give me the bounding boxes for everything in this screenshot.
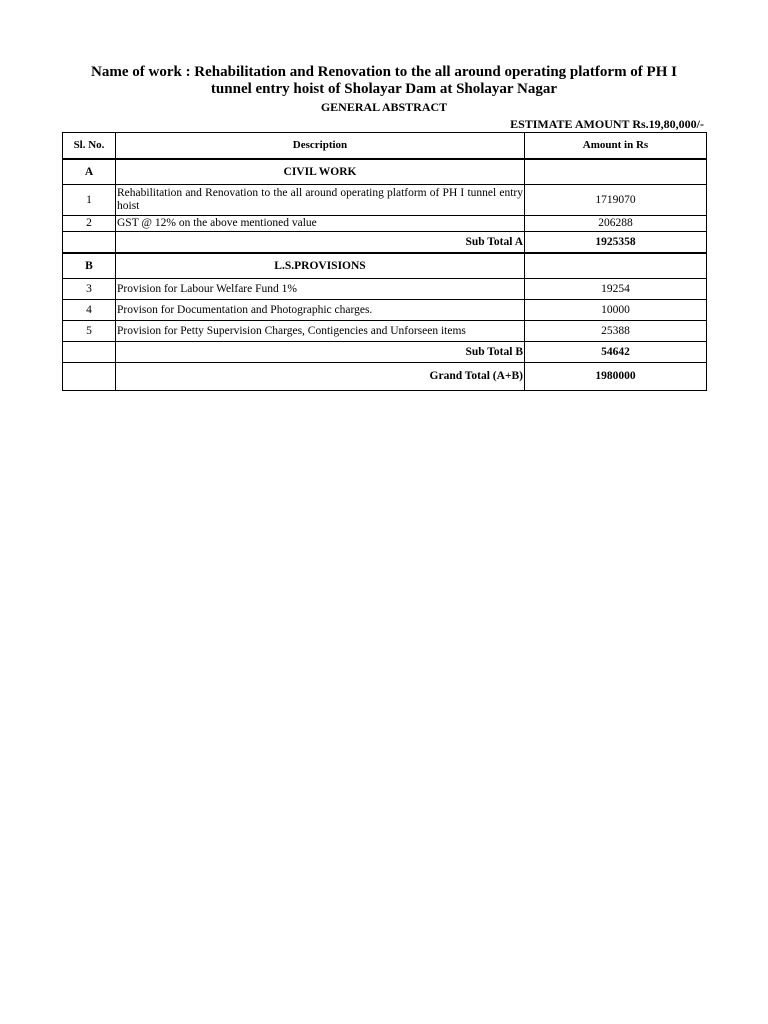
row-description: Provision for Petty Supervision Charges, Contigencies and Unforseen items <box>116 321 525 342</box>
section-b-amount <box>525 253 707 279</box>
estimate-amount: ESTIMATE AMOUNT Rs.19,80,000/- <box>510 117 704 131</box>
row-description: GST @ 12% on the above mentioned value <box>116 216 525 232</box>
subtotal-a-value: 1925358 <box>525 232 707 254</box>
subtotal-a-label: Sub Total A <box>116 232 525 254</box>
abstract-table <box>62 132 707 391</box>
subtotal-b-value: 54642 <box>525 342 707 363</box>
row-amount: 19254 <box>525 279 707 300</box>
section-a-amount <box>525 159 707 185</box>
row-description: Provison for Documentation and Photographic charges. <box>116 300 525 321</box>
work-title-line-1: Name of work : Rehabilitation and Renovation to the all around operating platform of PH I <box>91 64 677 80</box>
row-amount: 1719070 <box>525 185 707 216</box>
row-description: Provision for Labour Welfare Fund 1% <box>116 279 525 300</box>
row-sl-no: 1 <box>63 185 116 216</box>
row-sl-no: 5 <box>63 321 116 342</box>
general-abstract-heading: GENERAL ABSTRACT <box>320 100 448 114</box>
section-a-title: CIVIL WORK <box>116 159 525 185</box>
grand-total-label: Grand Total (A+B) <box>116 363 525 391</box>
row-sl-no: 4 <box>63 300 116 321</box>
work-title-line-2: tunnel entry hoist of Sholayar Dam at Sholayar Nagar <box>210 81 558 97</box>
table-row <box>63 321 707 342</box>
work-title <box>40 64 728 98</box>
subtotal-a-row <box>63 232 707 254</box>
row-description: Rehabilitation and Renovation to the all around operating platform of PH I tunnel entry hoist <box>116 185 525 216</box>
section-b-title: L.S.PROVISIONS <box>116 253 525 279</box>
table-row <box>63 300 707 321</box>
row-amount: 25388 <box>525 321 707 342</box>
column-header-amount: Amount in Rs <box>525 133 707 160</box>
column-header-description: Description <box>116 133 525 160</box>
row-sl-no: 3 <box>63 279 116 300</box>
row-sl-no: 2 <box>63 216 116 232</box>
table-header-row <box>63 133 707 160</box>
section-b-label: B <box>63 253 116 279</box>
subtotal-b-blank <box>63 342 116 363</box>
subtotal-b-label: Sub Total B <box>116 342 525 363</box>
row-amount: 10000 <box>525 300 707 321</box>
section-a-row <box>63 159 707 185</box>
grand-total-blank <box>63 363 116 391</box>
subtotal-b-row <box>63 342 707 363</box>
grand-total-value: 1980000 <box>525 363 707 391</box>
subtotal-a-blank <box>63 232 116 254</box>
section-b-row <box>63 253 707 279</box>
table-row <box>63 216 707 232</box>
row-amount: 206288 <box>525 216 707 232</box>
table-row <box>63 185 707 216</box>
grand-total-row <box>63 363 707 391</box>
table-row <box>63 279 707 300</box>
section-a-label: A <box>63 159 116 185</box>
column-header-sl-no: Sl. No. <box>63 133 116 160</box>
